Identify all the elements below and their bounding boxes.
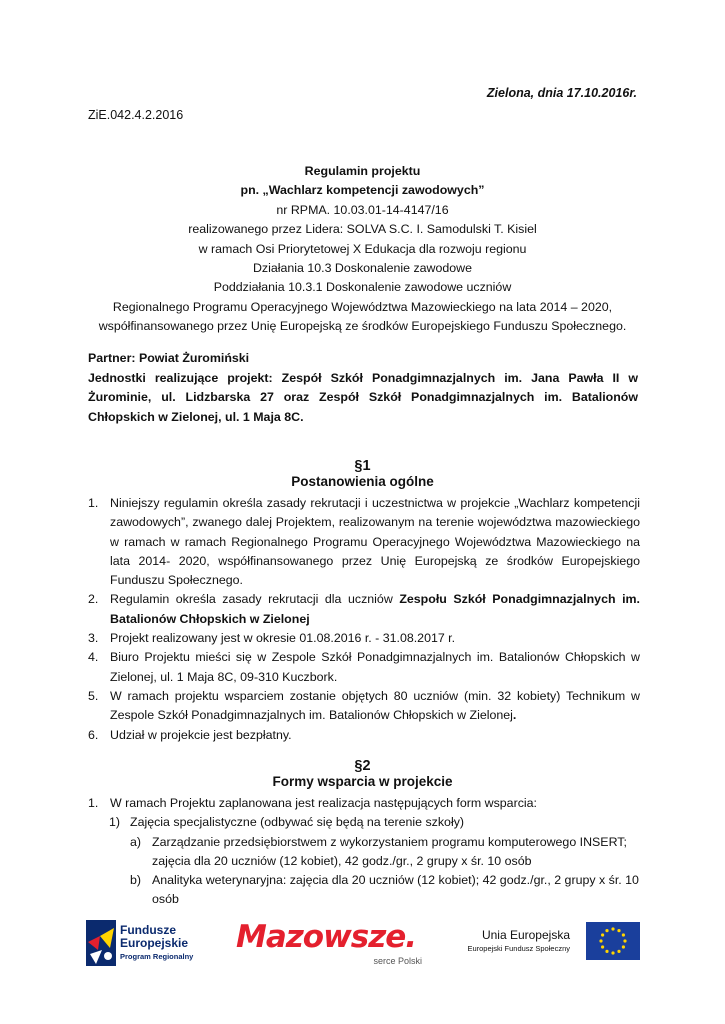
project-name: pn. „Wachlarz kompetencji zawodowych”	[240, 183, 485, 198]
eu-line: Europejski Fundusz Społeczny	[467, 944, 570, 953]
mazowsze-logo	[236, 920, 428, 976]
section-2-list	[88, 794, 640, 910]
section-1-heading	[0, 458, 725, 489]
title-line: nr RPMA. 10.03.01-14-4147/16	[276, 202, 449, 217]
document-date: Zielona, dnia 17.10.2016r.	[486, 86, 637, 100]
mazowsze-word: Mazowsze.	[236, 919, 417, 955]
title-line: Regulamin projektu	[304, 164, 421, 178]
footer-logos	[0, 912, 725, 982]
title-block	[0, 162, 725, 337]
title-line: Poddziałania 10.3.1 Doskonalenie zawodowe uczniów	[213, 280, 512, 295]
title-line: Regionalnego Programu Operacyjnego Województwa Mazowieckiego na lata 2014 – 2020,	[112, 299, 613, 314]
list-item: 3. Projekt realizowany jest w okresie 01.08.2016 r. - 31.08.2017 r.	[88, 631, 456, 646]
section-number: §2	[354, 758, 371, 774]
fundusze-europejskie-logo	[86, 920, 216, 974]
fe-star-icon	[86, 920, 116, 966]
list-item: 1. Niniejszy regulamin określa zasady rekrutacji i uczestnictwa w projekcie „Wachlarz kompetencji zawodowych”, zwanego dalej Projektem, realizowanym na terenie województwa mazowieckiego w ramach w ramach Regionalnego Programu Operacyjnego Województwa Mazowieckiego na lata 2014- 2020, współfinansowanego przez Unię Europejską ze środków Europejskiego Funduszu Społecznego.	[88, 496, 640, 588]
title-line: współfinansowanego przez Unię Europejską ze środków Europejskiego Funduszu Społecznego.	[98, 319, 627, 334]
partner-line: Partner: Powiat Żuromiński	[88, 351, 250, 365]
fe-line: Program Regionalny	[120, 952, 194, 961]
list-subitem: 1) Zajęcia specjalistyczne (odbywać się będą na terenie szkoły)	[109, 815, 465, 830]
list-item: 5. W ramach projektu wsparciem zostanie objętych 80 uczniów (min. 32 kobiety) Technikum w Zespole Szkół Ponadgimnazjalnych im. Batalionów Chłopskich w Zielonej.	[88, 688, 640, 723]
section-number: §1	[354, 458, 371, 474]
list-item: 2. Regulamin określa zasady rekrutacji dla uczniów Zespołu Szkół Ponadgimnazjalnych im. Batalionów Chłopskich w Zielonej	[88, 592, 640, 626]
eu-logo	[452, 922, 642, 966]
list-subsubitem: a) Zarządzanie przedsiębiorstwem z wykorzystaniem programu komputerowego INSERT; zajęcia dla 20 uczniów (12 kobiet), 42 godz./gr., 2 grupy x śr. 10 osób	[130, 834, 627, 868]
partner-block	[88, 349, 638, 427]
list-item: 1. W ramach Projektu zaplanowana jest realizacja następujących form wsparcia:	[88, 796, 537, 810]
document-reference: ZiE.042.4.2.2016	[88, 108, 184, 122]
list-item: 4. Biuro Projektu mieści się w Zespole Szkół Ponadgimnazjalnych im. Batalionów Chłopskich w Zielonej, ul. 1 Maja 8C, 09-310 Kuczbork.	[88, 650, 640, 684]
list-item: 6. Udział w projekcie jest bezpłatny.	[88, 727, 292, 742]
fe-line: Europejskie	[120, 936, 189, 950]
section-2-heading	[0, 758, 725, 789]
implementing-units: Jednostki realizujące projekt: Zespół Szkół Ponadgimnazjalnych im. Jana Pawła II w Żurominie, ul. Lidzbarska 27 oraz Zespół Szkół Ponadgimnazjalnych im. Batalionów Chłopskich w Zielonej, ul. 1 Maja 8C.	[88, 370, 638, 424]
section-title: Postanowienia ogólne	[291, 474, 434, 489]
list-subsubitem: b) Analityka weterynaryjna: zajęcia dla 20 uczniów (12 kobiet); 42 godz./gr., 2 grupy x śr. 10 osób	[130, 873, 639, 907]
eu-flag-icon	[586, 922, 640, 960]
title-line: Działania 10.3 Doskonalenie zawodowe	[252, 261, 473, 276]
eu-line: Unia Europejska	[481, 928, 570, 942]
mazowsze-tagline: serce Polski	[373, 956, 422, 966]
fe-line: Fundusze	[120, 923, 176, 937]
section-1-list	[88, 494, 640, 745]
title-line: w ramach Osi Priorytetowej X Edukacja dla rozwoju regionu	[198, 241, 527, 256]
title-line: realizowanego przez Lidera: SOLVA S.C. I. Samodulski T. Kisiel	[188, 222, 537, 237]
section-title: Formy wsparcia w projekcie	[272, 774, 453, 789]
